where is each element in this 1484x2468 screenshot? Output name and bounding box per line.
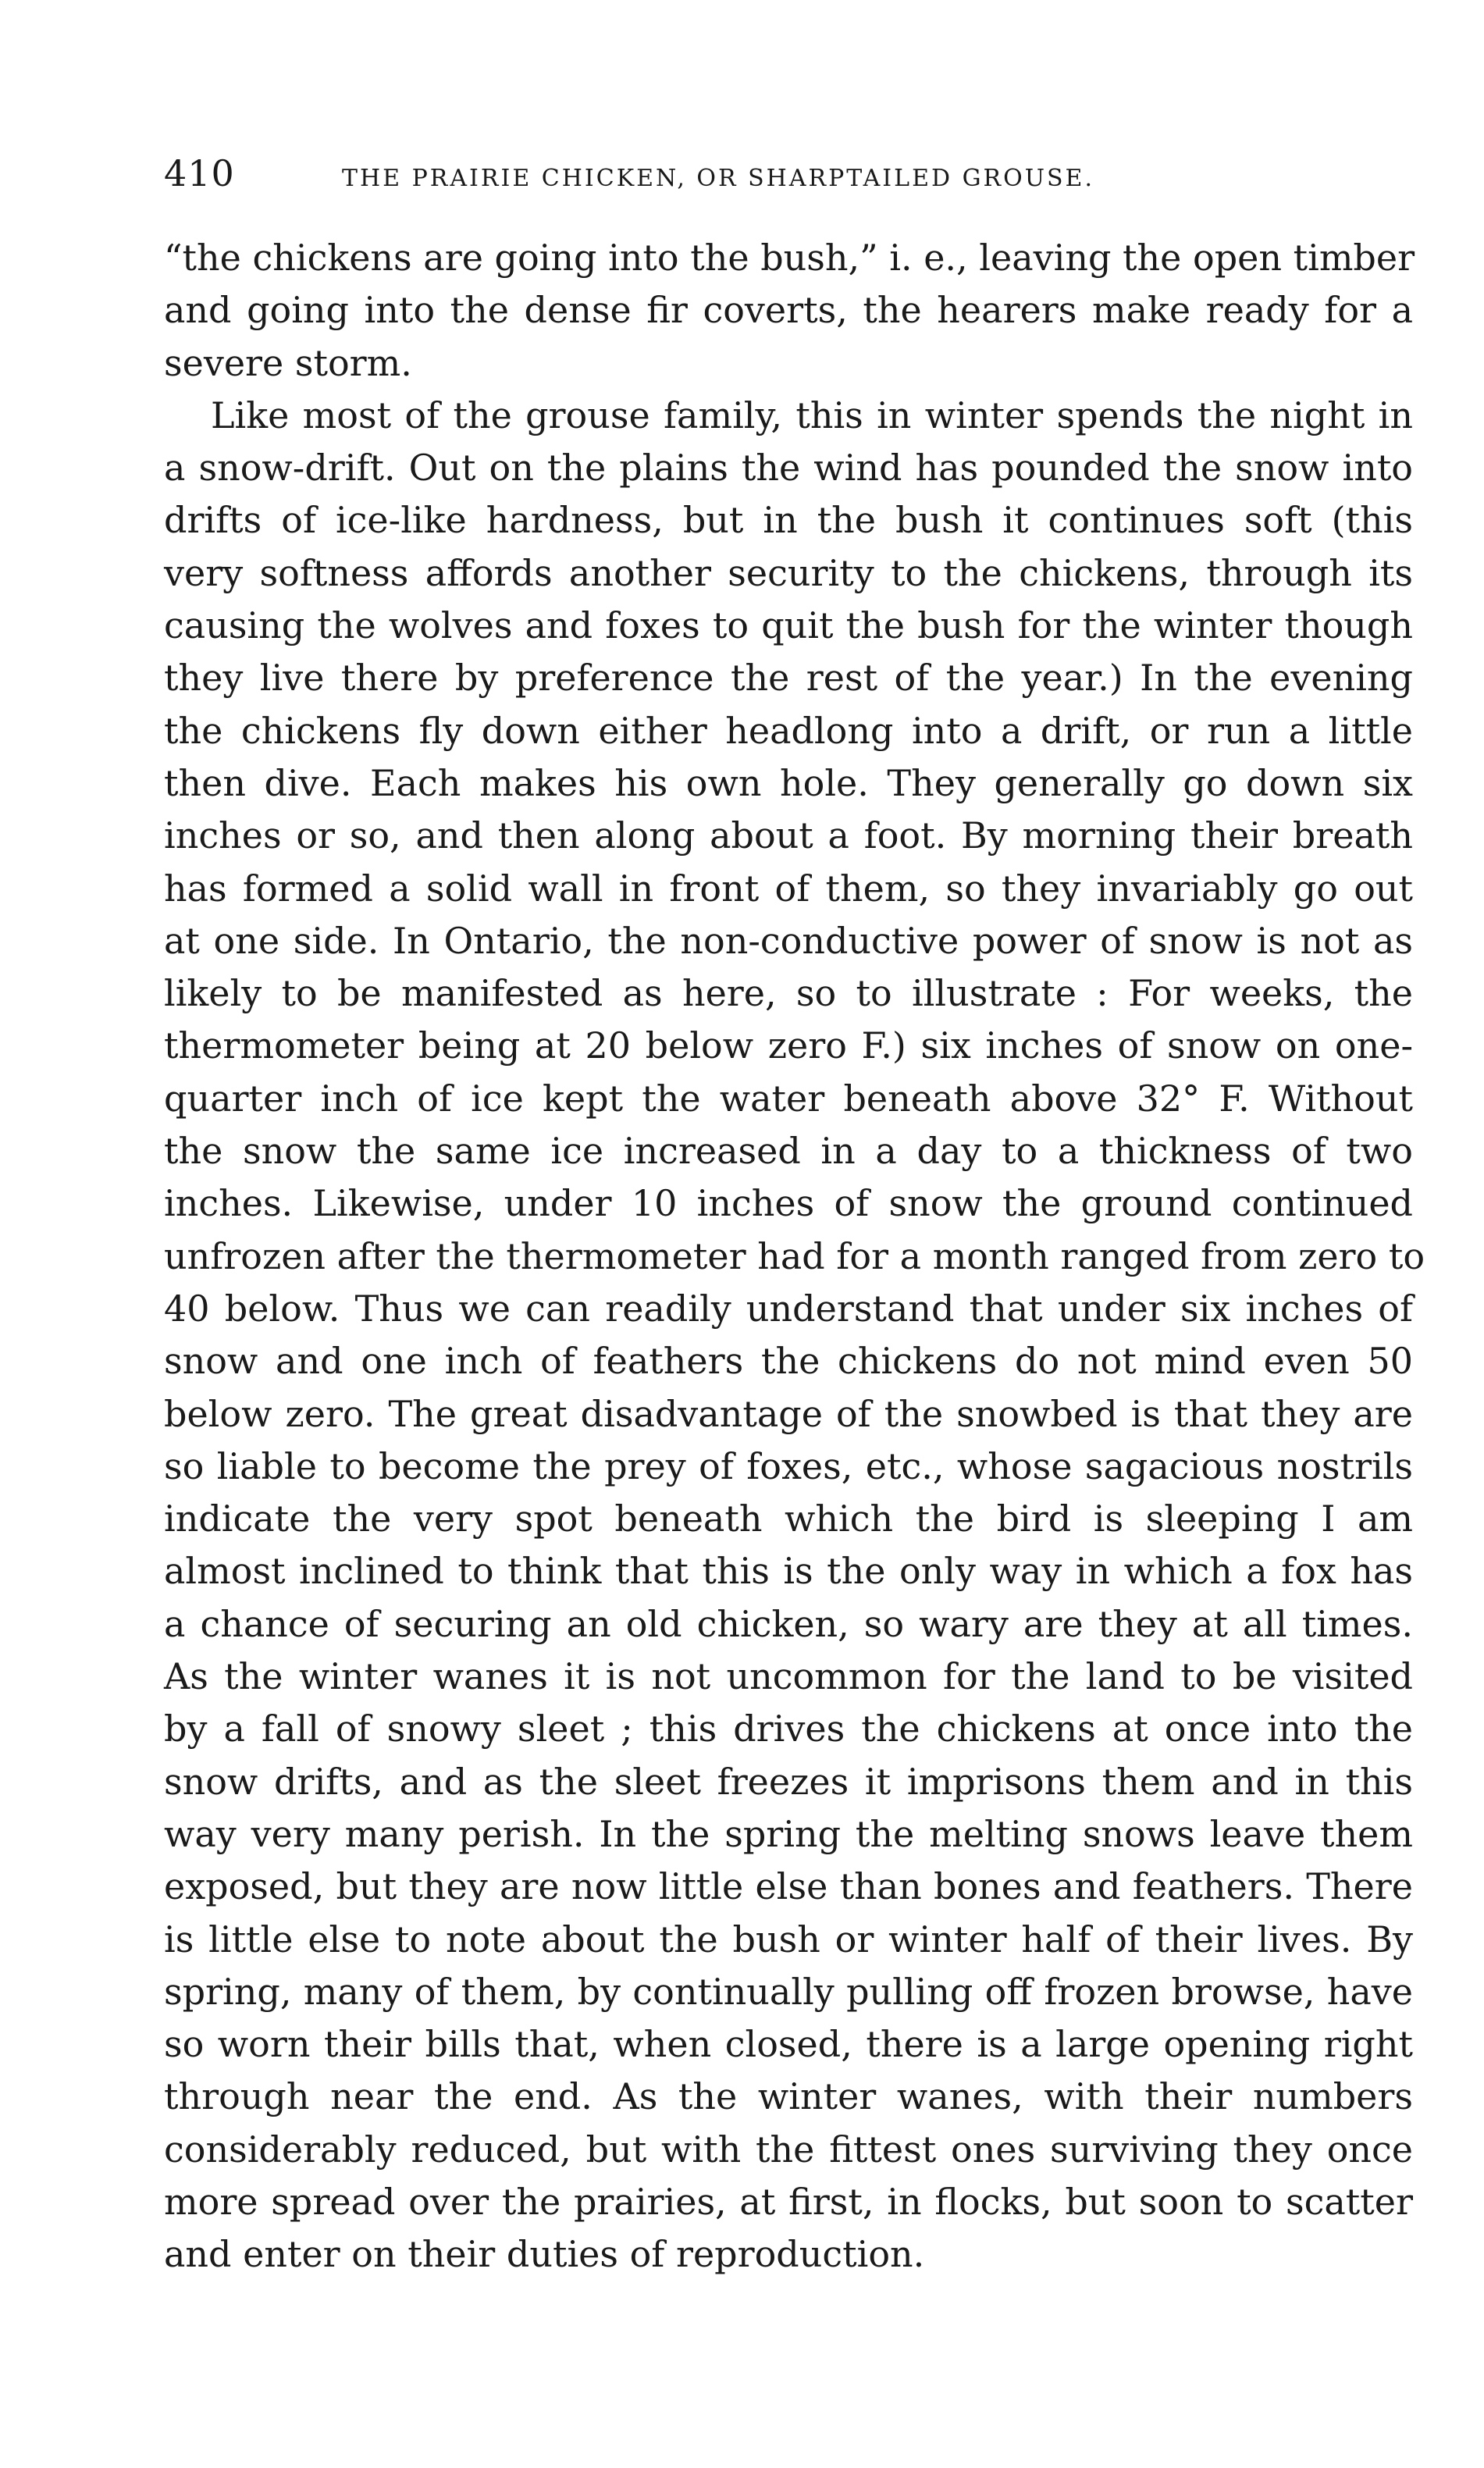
- text-line: almost inclined to think that this is the only way in which a fox has: [164, 1550, 1413, 1593]
- text-line: is little else to note about the bush or winter half of their lives. By: [164, 1918, 1413, 1961]
- running-head: [164, 152, 1413, 207]
- text-line: thermometer being at 20 below zero F.) six inches of snow on one-: [164, 1024, 1413, 1067]
- text-line: inches. Likewise, under 10 inches of snow the ground continued: [164, 1182, 1413, 1225]
- text-line: indicate the very spot beneath which the bird is sleeping I am: [164, 1498, 1413, 1540]
- text-line: by a fall of snowy sleet ; this drives the chickens at once into the: [164, 1708, 1413, 1750]
- text-line: more spread over the prairies, at first, in flocks, but soon to scatter: [164, 2180, 1413, 2223]
- running-title: THE PRAIRIE CHICKEN, OR SHARPTAILED GROUSE.: [342, 165, 1094, 192]
- paragraph: [164, 390, 1425, 2281]
- text-line: causing the wolves and foxes to quit the bush for the winter though: [164, 604, 1413, 647]
- text-line: Like most of the grouse family, this in winter spends the night in: [211, 394, 1413, 436]
- text-line: spring, many of them, by continually pulling off frozen browse, have: [164, 1970, 1413, 2013]
- text-line: snow and one inch of feathers the chickens do not mind even 50: [164, 1340, 1413, 1383]
- text-line: quarter inch of ice kept the water beneath above 32° F. Without: [164, 1077, 1413, 1120]
- book-page: [164, 152, 1425, 2281]
- text-line: the chickens fly down either headlong into a drift, or run a little: [164, 709, 1413, 752]
- text-line: severe storm.: [164, 341, 412, 384]
- text-line: they live there by preference the rest of the year.) In the evening: [164, 657, 1413, 700]
- text-line: exposed, but they are now little else than bones and feathers. There: [164, 1865, 1413, 1908]
- text-line: 40 below. Thus we can readily understand that under six inches of: [164, 1287, 1413, 1330]
- paragraph: [164, 232, 1413, 390]
- text-line: considerably reduced, but with the fittest ones surviving they once: [164, 2128, 1413, 2171]
- text-line: likely to be manifested as here, so to illustrate : For weeks, the: [164, 972, 1413, 1015]
- text-line: so worn their bills that, when closed, there is a large opening right: [164, 2023, 1413, 2066]
- text-line: and going into the dense fir coverts, the hearers make ready for a: [164, 289, 1413, 332]
- text-line: at one side. In Ontario, the non-conductive power of snow is not as: [164, 919, 1413, 962]
- text-line: has formed a solid wall in front of them, so they invariably go out: [164, 867, 1413, 910]
- text-line: As the winter wanes it is not uncommon for the land to be visited: [164, 1655, 1413, 1698]
- text-line: so liable to become the prey of foxes, etc., whose sagacious nostrils: [164, 1444, 1413, 1487]
- text-line: below zero. The great disadvantage of the snowbed is that they are: [164, 1392, 1413, 1435]
- text-line: the snow the same ice increased in a day to a thickness of two: [164, 1130, 1413, 1173]
- page-number: 410: [164, 152, 235, 194]
- text-line: very softness affords another security to the chickens, through its: [164, 551, 1413, 594]
- body-text: [164, 232, 1425, 2281]
- text-line: unfrozen after the thermometer had for a month ranged from zero to: [164, 1234, 1425, 1277]
- text-line: through near the end. As the winter wanes, with their numbers: [164, 2075, 1413, 2118]
- text-line: a snow-drift. Out on the plains the wind has pounded the snow into: [164, 447, 1413, 490]
- text-line: inches or so, and then along about a foot. By morning their breath: [164, 814, 1413, 857]
- text-line: then dive. Each makes his own hole. They generally go down six: [164, 761, 1413, 804]
- text-line: snow drifts, and as the sleet freezes it imprisons them and in this: [164, 1760, 1413, 1803]
- text-line: way very many perish. In the spring the melting snows leave them: [164, 1812, 1413, 1855]
- text-line: drifts of ice-like hardness, but in the bush it continues soft (this: [164, 499, 1413, 542]
- text-line: “the chickens are going into the bush,” i. e., leaving the open timber: [164, 237, 1415, 279]
- text-line: a chance of securing an old chicken, so wary are they at all times.: [164, 1602, 1413, 1645]
- text-line: and enter on their duties of reproduction.: [164, 2233, 925, 2276]
